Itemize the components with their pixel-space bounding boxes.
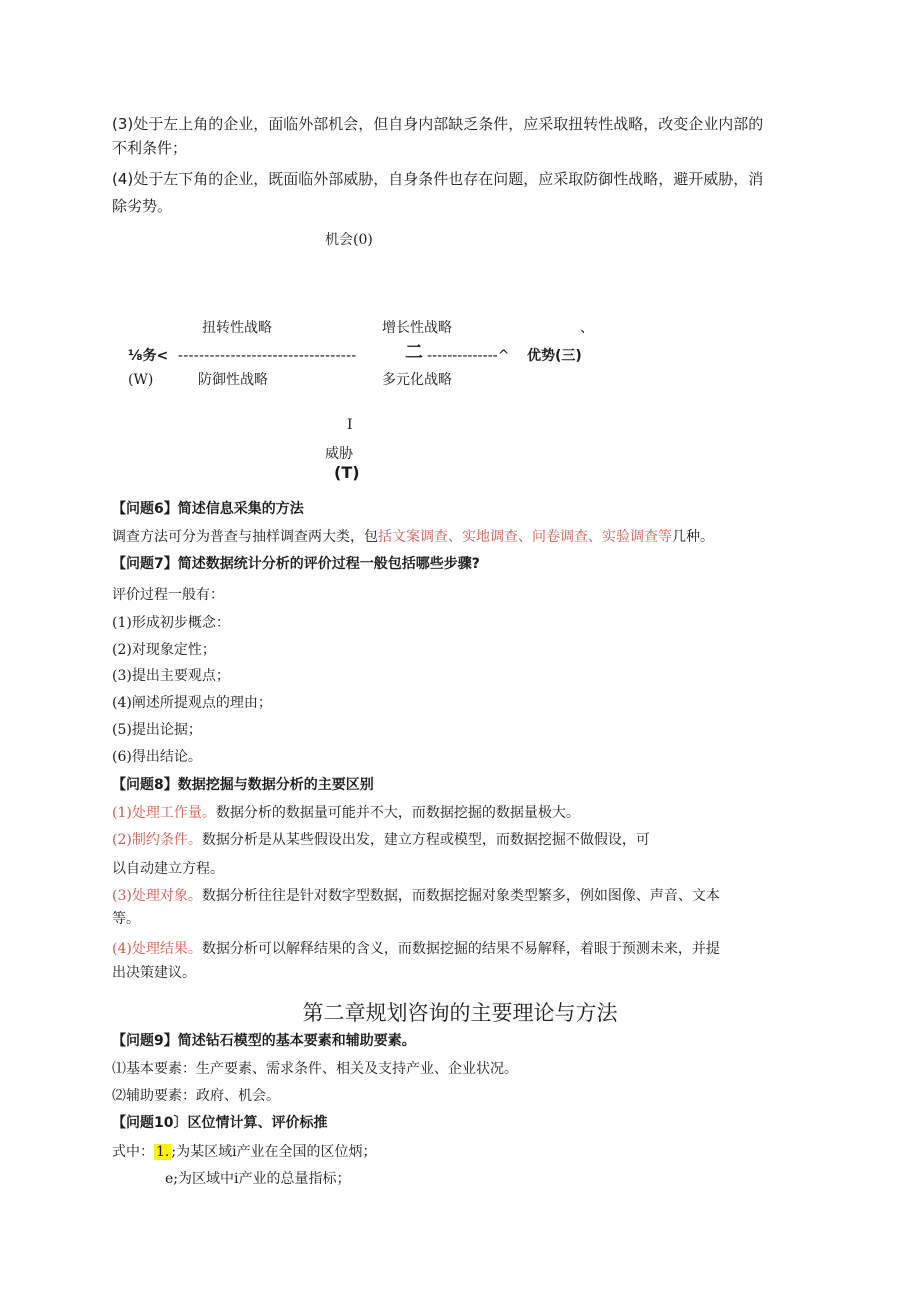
- q7-intro: 评价过程一般有：: [112, 587, 224, 603]
- w-label: (W): [128, 372, 154, 388]
- q8-point-1-text: 数据分析的数据量可能并不大，而数据挖掘的数据量极大。: [215, 805, 580, 821]
- strength-label: 优势(三): [527, 348, 582, 364]
- q9-item-1: ⑴基本要素：生产要素、需求条件、相关及支持产业、企业状况。: [112, 1061, 518, 1077]
- q10-heading: 【问题10〕区位情计算、评价标推: [112, 1115, 328, 1131]
- q10-formula-highlight: 1.: [156, 1144, 170, 1160]
- q7-heading: 【问题7】简述数据统计分析的评价过程一般包括哪些步骤?: [112, 556, 480, 572]
- q6-body-suffix: 几种。: [672, 529, 714, 545]
- q6-body: [112, 530, 714, 544]
- diversification-strategy-label: 多元化战略: [382, 372, 452, 388]
- q10-formula-line1: [112, 1145, 377, 1159]
- item3-line1: (3)处于左上角的企业，面临外部机会，但自身内部缺乏条件，应采取扭转性战略，改变企业内部的: [112, 115, 764, 133]
- chapter-title: 第二章规划咨询的主要理论与方法: [302, 1001, 618, 1025]
- q8-point-4-cont: 出决策建议。: [112, 965, 196, 981]
- t-label: (T): [334, 463, 360, 482]
- turnaround-strategy-label: 扭转性战略: [202, 320, 272, 336]
- q9-heading: 【问题9】简述钻石模型的基本要素和辅助要素。: [112, 1033, 416, 1049]
- q8-point-4-label: (4)处理结果。: [112, 941, 202, 957]
- q6-body-highlight: 括文案调查、实地调查、问卷调查、实验调查等: [378, 529, 672, 545]
- weakness-label: ⅛务<: [128, 348, 169, 364]
- q7-step-3: (3)提出主要观点；: [112, 668, 230, 684]
- q7-step-1: (1)形成初步概念：: [112, 615, 230, 631]
- q7-step-6: (6)得出结论。: [112, 749, 202, 765]
- q8-point-4-text: 数据分析可以解释结果的含义，而数据挖掘的结果不易解释，着眼于预测未来，并提: [201, 941, 720, 957]
- q8-point-4: [112, 942, 720, 956]
- q8-point-2-label: (2)制约条件。: [112, 832, 202, 848]
- q8-point-3: [112, 889, 720, 903]
- item4-line2: 除劣势。: [112, 197, 173, 215]
- q8-point-3-text: 数据分析往往是针对数字型数据，而数据挖掘对象类型繁多，例如图像、声音、文本: [201, 888, 720, 904]
- defensive-strategy-label: 防御性战略: [198, 372, 268, 388]
- item4-line1: (4)处于左下角的企业，既面临外部威胁，自身条件也存在问题，应采取防御性战略，避开威胁，消: [112, 170, 764, 188]
- axis-vertical-mark: I: [347, 417, 353, 433]
- q8-point-1-label: (1)处理工作量。: [112, 805, 216, 821]
- q7-step-2: (2)对现象定性；: [112, 642, 216, 658]
- q8-point-1: [112, 806, 580, 820]
- q6-heading: 【问题6】简述信息采集的方法: [112, 501, 304, 517]
- axis-dash-right: --------------^: [427, 348, 510, 364]
- q10-formula-line2: e;为区域中i产业的总量指标；: [165, 1171, 351, 1187]
- q8-point-3-label: (3)处理对象。: [112, 888, 202, 904]
- q8-heading: 【问题8】数据挖掘与数据分析的主要区别: [112, 777, 374, 793]
- threat-label: 威胁: [325, 446, 353, 462]
- growth-strategy-label: 增长性战略: [382, 320, 452, 336]
- q7-step-5: (5)提出论据；: [112, 722, 202, 738]
- q7-step-4: (4)阐述所提观点的理由；: [112, 695, 272, 711]
- q8-point-3-cont: 等。: [112, 911, 140, 927]
- q10-formula-prefix: 式中：: [112, 1144, 154, 1160]
- item3-line2: 不利条件；: [112, 139, 188, 157]
- axis-dash-left: ----------------------------------: [178, 348, 357, 364]
- q9-item-2: ⑵辅助要素：政府、机会。: [112, 1088, 280, 1104]
- axis-center-mark: 二: [405, 342, 423, 363]
- q8-point-2: [112, 833, 650, 847]
- q8-point-2-cont: 以自动建立方程。: [112, 861, 224, 877]
- q6-body-prefix: 调查方法可分为普查与抽样调查两大类，包: [112, 529, 378, 545]
- q10-formula-text: ;为某区域i产业在全国的区位炳；: [171, 1144, 377, 1160]
- q8-point-2-text: 数据分析是从某些假设出发，建立方程或模型，而数据挖掘不做假设，可: [201, 832, 650, 848]
- opportunity-label: 机会(0): [325, 232, 373, 248]
- stray-mark: 、: [580, 320, 594, 336]
